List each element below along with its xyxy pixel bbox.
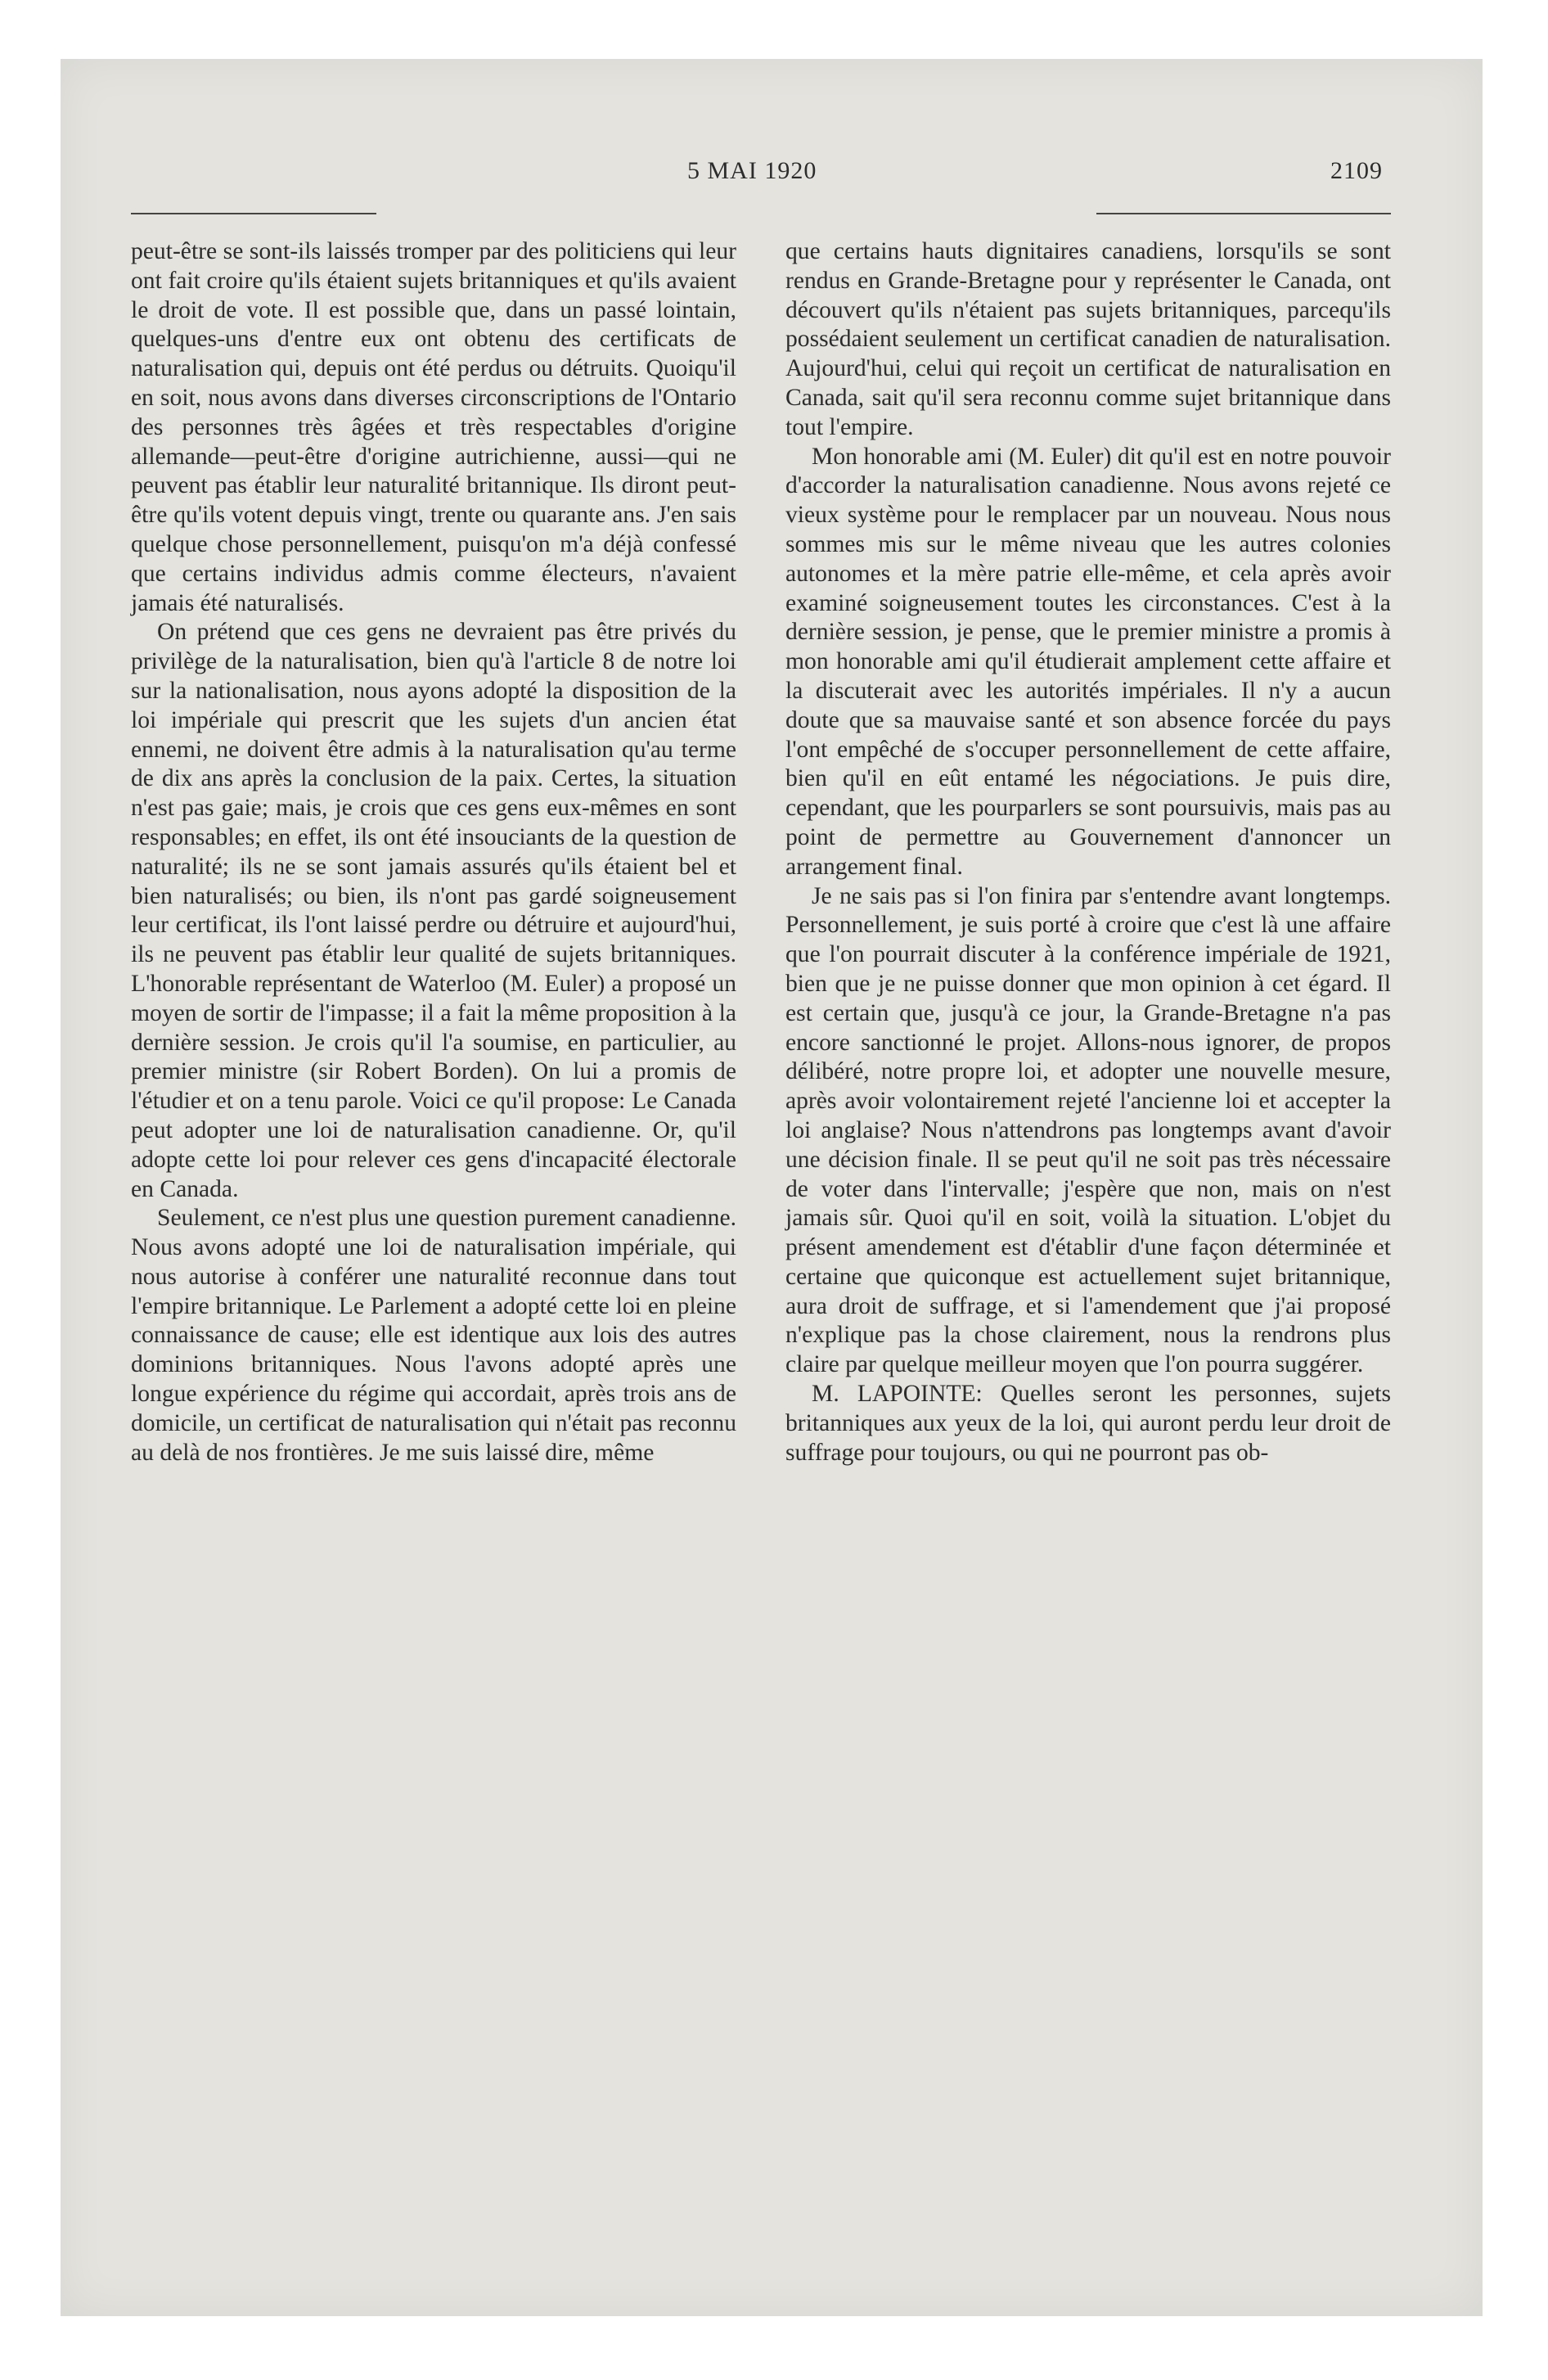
right-paragraph-4: M. LAPOINTE: Quelles seront les personnes, sujets britanniques aux yeux de la loi, qui auront perdu leur droit de suffrage pour toujours, ou qui ne pourront pas ob- — [785, 1381, 1391, 1466]
header-date: 5 MAI 1920 — [687, 157, 817, 184]
right-column — [785, 237, 1391, 1467]
page-header — [131, 147, 1391, 205]
right-paragraph-3: Je ne sais pas si l'on finira par s'entendre avant longtemps. Personnellement, je suis porté à croire que c'est là une affaire que l'on pourrait discuter à la conférence impériale de 1921, bien que je ne puisse donner que mon opinion à cet égard. Il est certain que, jusqu'à ce jour, la Grande-Bretagne n'a pas encore sanctionné le projet. Allons-nous ignorer, de propos délibéré, notre propre loi, et adopter une nouvelle mesure, après avoir volontairement rejeté l'ancienne loi et accepter la loi anglaise? Nous n'attendrons pas longtemps avant d'avoir une décision finale. Il se peut qu'il ne soit pas très nécessaire de voter dans l'intervalle; j'espère que non, mais on n'est jamais sûr. Quoi qu'il en soit, voilà la situation. L'objet du présent amendement est d'établir d'une façon déterminée et certaine que quiconque est actuellement sujet britannique, aura droit de suffrage, et si l'amendement que j'ai proposé n'explique pas la chose clairement, nous la rendrons plus claire par quelque meilleur moyen que l'on pourra suggérer. — [785, 882, 1391, 1378]
header-rule-right — [1096, 213, 1391, 214]
header-page-number: 2109 — [1330, 157, 1383, 184]
left-paragraph-1: peut-être se sont-ils laissés tromper par des politiciens qui leur ont fait croire qu'ils étaient sujets britanniques et qu'ils avaient le droit de vote. Il est possible que, dans un passé lointain, quelques-uns d'entre eux ont obtenu des certificats de naturalisation qui, depuis ont été perdus ou détruits. Quoiqu'il en soit, nous avons dans diverses circonscriptions de l'Ontario des personnes très âgées et très respectables d'origine allemande—peut-être d'origine autrichienne, aussi—qui ne peuvent pas établir leur naturalité britannique. Ils diront peut-être qu'ils votent depuis vingt, trente ou quarante ans. J'en sais quelque chose personnellement, puisqu'on m'a déjà confessé que certains individus admis comme électeurs, n'avaient jamais été naturalisés. — [131, 238, 736, 616]
right-paragraph-2: Mon honorable ami (M. Euler) dit qu'il est en notre pouvoir d'accorder la naturalisation canadienne. Nous avons rejeté ce vieux système pour le remplacer par un nouveau. Nous nous sommes mis sur le même niveau que les autres colonies autonomes et la mère patrie elle-même, et cela après avoir examiné soigneusement toutes les circonstances. C'est à la dernière session, je pense, que le premier ministre a promis à mon honorable ami qu'il étudierait amplement cette affaire et la discuterait avec les autorités impériales. Il n'y a aucun doute que sa mauvaise santé et son absence forcée du pays l'ont empêché de s'occuper personnellement de cette affaire, bien qu'il en eût entamé les négociations. Je puis dire, cependant, que les pourparlers se sont poursuivis, mais pas au point de permettre au Gouvernement d'annoncer un arrangement final. — [785, 443, 1391, 880]
document-page — [131, 147, 1391, 2259]
text-columns — [131, 237, 1391, 1467]
left-paragraph-2: On prétend que ces gens ne devraient pas être privés du privilège de la naturalisation, bien qu'à l'article 8 de notre loi sur la nationalisation, nous ayons adopté la disposition de la loi impériale qui prescrit que les sujets d'un ancien état ennemi, ne doivent être admis à la naturalisation qu'au terme de dix ans après la conclusion de la paix. Certes, la situation n'est pas gaie; mais, je crois que ces gens eux-mêmes en sont responsables; en effet, ils ont été insouciants de la question de naturalité; ils ne se sont jamais assurés qu'ils étaient bel et bien naturalisés; ou bien, ils n'ont pas gardé soigneusement leur certificat, ils l'ont laissé perdre ou détruire et aujourd'hui, ils ne peuvent pas établir leur qualité de sujets britanniques. L'honorable représentant de Waterloo (M. Euler) a proposé un moyen de sortir de l'impasse; il a fait la même proposition à la dernière session. Je crois qu'il l'a soumise, en particulier, au premier ministre (sir Robert Borden). On lui a promis de l'étudier et on a tenu parole. Voici ce qu'il propose: Le Canada peut adopter une loi de naturalisation canadienne. Or, qu'il adopte cette loi pour relever ces gens d'incapacité électorale en Canada. — [131, 619, 736, 1202]
left-paragraph-3: Seulement, ce n'est plus une question purement canadienne. Nous avons adopté une loi de naturalisation impériale, qui nous autorise à conférer une naturalité reconnue dans tout l'empire britannique. Le Parlement a adopté cette loi en pleine connaissance de cause; elle est identique aux lois des autres dominions britanniques. Nous l'avons adopté après une longue expérience du régime qui accordait, après trois ans de domicile, un certificat de naturalisation qui n'était pas reconnu au delà de nos frontières. Je me suis laissé dire, même — [131, 1205, 736, 1466]
right-paragraph-1: que certains hauts dignitaires canadiens, lorsqu'ils se sont rendus en Grande-Bretagne pour y représenter le Canada, ont découvert qu'ils n'étaient pas sujets britanniques, parcequ'ils possédaient seulement un certificat canadien de naturalisation. Aujourd'hui, celui qui reçoit un certificat de naturalisation en Canada, sait qu'il sera reconnu comme sujet britannique dans tout l'empire. — [785, 238, 1391, 440]
left-column — [131, 237, 736, 1467]
header-rule-left — [131, 213, 376, 214]
